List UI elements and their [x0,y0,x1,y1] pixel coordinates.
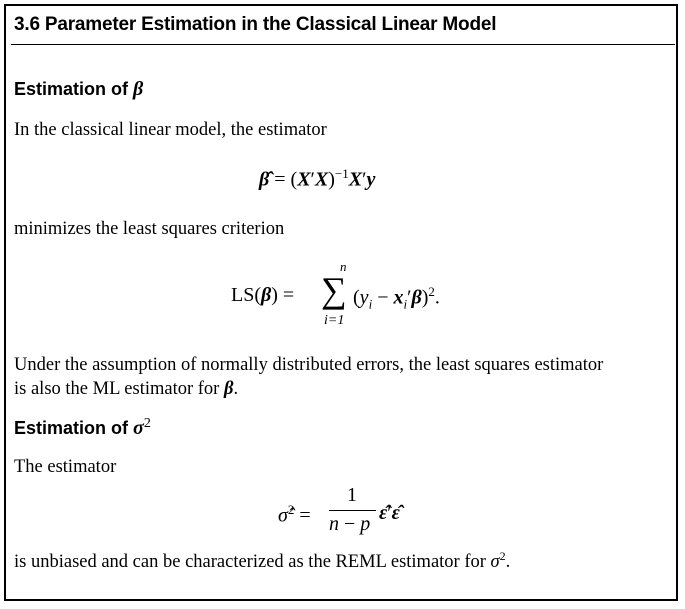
ls-summand: $(y_i - x_i'\beta)^2$. [353,284,440,312]
sum-symbol: ∑ [321,270,347,310]
closing-text: is unbiased and can be characterized as the REML estimator for $\sigma^2$. [14,549,511,572]
ols-equation: β̂ = $(X'X)^{-1}X'y$ [259,166,376,191]
beta-heading-symbol: β [133,78,144,100]
section-title: 3.6 Parameter Estimation in the Classical Linear Model [14,14,497,35]
criterion-text: minimizes the least squares criterion [14,219,285,239]
sum-upper: n [340,259,347,274]
fraction-numerator: 1 [347,484,357,506]
note-line-1: Under the assumption of normally distributed errors, the least squares estimator [14,355,604,375]
sigma-lhs: σ̂$^2$ = [278,502,311,527]
title-divider [11,44,675,45]
note-line-2: is also the ML estimator for β. [14,379,239,399]
sigma-heading-text: Estimation of [14,418,129,438]
fraction-denominator: n − p [329,513,371,535]
residual-product: ε̂′ε̂ [379,502,400,524]
sigma-heading: Estimation of $\sigma^2$ [14,416,151,439]
sigma-heading-symbol: σ [133,417,144,439]
beta-heading-text: Estimation of [14,79,129,99]
beta-hat: β̂ [259,168,270,191]
sum-lower: i=1 [324,313,345,328]
sigma-intro: The estimator [14,457,117,477]
beta-intro: In the classical linear model, the estimator [14,120,327,140]
ls-lhs: LS(β) = [231,284,295,306]
beta-heading [14,78,143,101]
fraction-bar [329,510,376,511]
